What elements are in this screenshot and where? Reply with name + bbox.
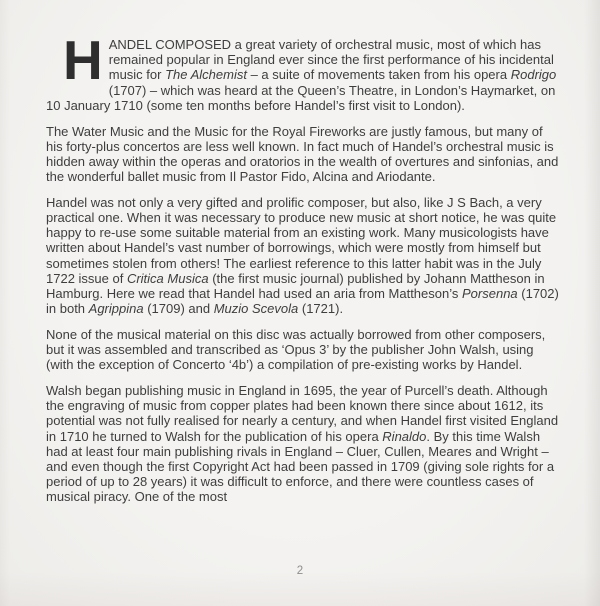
paragraph <box>46 124 560 185</box>
text-segment: (1721). <box>298 301 344 317</box>
drop-cap: H <box>63 29 102 91</box>
text-segment: Handel was not only a very gifted and prolific composer, but also, like J S Bach, a very practical one. When it was necessary to produce new music at short notice, he was quite happy to re-use some suitable material from an existing work. Many musicologists have written about Handel’s vast number of borrowings, which were mostly from himself but sometimes stolen from others! The earliest reference to this latter habit was in the July 1722 issue of <box>46 194 557 286</box>
italic-text-segment: Muzio Scevola <box>213 301 299 317</box>
text-segment: . By this time Walsh had at least four main publishing rivals in England – Cluer, Cullen, Meares and Wright – and even though the first Copyright Act had been passed in 1709 (giving sole rights for a period of up to 28 years) it was difficult to enforce, and there were countless cases of musical piracy. One of the most <box>46 428 555 505</box>
text-segment: The Water Music and the Music for the Royal Fireworks are justly famous, but many of his forty-plus concertos are less well known. In fact much of Handel’s orchestral music is hidden away within the operas and oratorios in the wealth of overtures and sinfonias, and the wonderful ballet music from Il Pastor Fido, Alcina and Ariodante. <box>46 123 559 185</box>
paragraph <box>46 195 560 317</box>
paragraph <box>46 29 560 113</box>
italic-text-segment: Agrippina <box>88 301 144 317</box>
italic-text-segment: Porsenna <box>462 286 518 302</box>
text-segment: None of the musical material on this disc was actually borrowed from other composers, but it was assembled and transcribed as ‘Opus 3’ by the publisher John Walsh, using (with the exception of Concerto ‘4b’) a compilation of pre-existing works by Handel. <box>46 326 546 373</box>
text-segment: (1702) in both <box>46 286 559 317</box>
italic-text-segment: Rodrigo <box>510 67 557 83</box>
italic-text-segment: Rinaldo <box>382 428 427 444</box>
paragraph <box>46 383 560 505</box>
text-segment: Walsh began publishing music in England in 1695, the year of Purcell’s death. Although the engraving of music from copper plates had been known there since about 1612, its potential was not fully realised for nearly a century, and when Handel first visited England in 1710 he turned to Walsh for the publication of his opera <box>46 383 559 444</box>
text-segment: – a suite of movements taken from his opera <box>246 67 511 83</box>
text-segment: (1707) – which was heard at the Queen’s Theatre, in London’s Haymarket, on 10 January 1710 (some ten months before Handel’s first visit to London). <box>46 82 556 113</box>
text-segment: (the first music journal) published by Johann Mattheson in Hamburg. Here we read that Handel had used an aria from Mattheson’s <box>46 270 545 302</box>
italic-text-segment: The Alchemist <box>165 67 247 83</box>
text-segment: ANDEL COMPOSED a great variety of orchestral music, most of which has remained popular in England ever since the first performance of his incidental music for <box>108 37 554 83</box>
paragraph <box>46 327 560 373</box>
text-segment: (1709) and <box>143 301 214 317</box>
page-number: 2 <box>296 565 304 577</box>
italic-text-segment: Critica Musica <box>126 270 209 286</box>
